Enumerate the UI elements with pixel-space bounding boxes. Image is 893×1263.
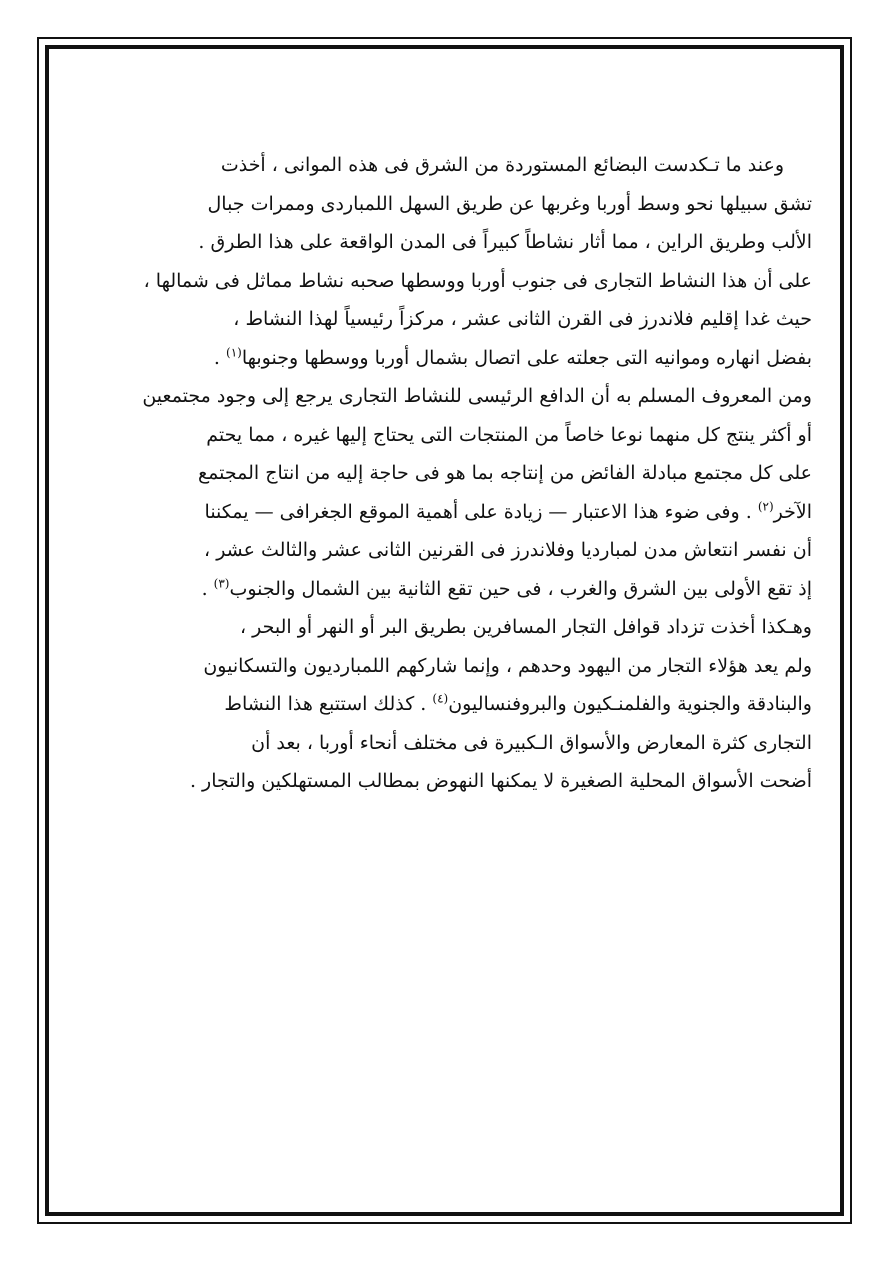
line-text: تشق سبيلها نحو وسط أوربا وغربها عن طريق السهل اللمباردى وممرات جبال: [207, 192, 812, 215]
text-line: [112, 454, 812, 493]
text-line: [112, 647, 812, 686]
line-text: والبنادقة والجنوية والفلمنـكيون والبروفنساليون: [448, 693, 812, 715]
text-line: [112, 146, 812, 185]
text-line: [112, 493, 812, 532]
line-text: وهـكذا أخذت تزداد قوافل التجار المسافرين بطريق البر أو النهر أو البحر ،: [239, 616, 812, 638]
text-line: [112, 531, 812, 570]
line-text: ومن المعروف المسلم به أن الدافع الرئيسى للنشاط التجارى يرجع إلى وجود مجتمعين: [142, 385, 812, 407]
line-text: الآخر: [773, 500, 812, 523]
text-line: [112, 570, 812, 609]
line-text: على كل مجتمع مبادلة الفائض من إنتاجه بما هو فى حاجة إليه من انتاج المجتمع: [198, 462, 812, 484]
line-text: ولم يعد هؤلاء التجار من اليهود وحدهم ، وإنما شاركهم اللمبارديون والتسكانيون: [203, 654, 812, 677]
text-line: [112, 377, 812, 416]
line-text: أن نفسر انتعاش مدن لمبارديا وفلاندرز فى القرنين الثانى عشر والثالث عشر ،: [204, 539, 812, 561]
line-text: على أن هذا النشاط التجارى فى جنوب أوربا ووسطها صحبه نشاط مماثل فى شمالها ،: [143, 269, 812, 292]
line-text-continuation: .: [213, 346, 227, 369]
line-text-continuation: .: [201, 577, 214, 600]
text-line: [112, 762, 812, 801]
line-text-continuation: . كذلك استتبع هذا النشاط: [224, 693, 433, 715]
text-line: [112, 339, 812, 378]
line-text-continuation: . وفى ضوء هذا الاعتبار — زيادة على أهمية الموقع الجغرافى — يمكننا: [204, 500, 758, 523]
line-text: وعند ما تـكدست البضائع المستوردة من الشرق فى هذه الموانى ، أخذت: [220, 154, 784, 176]
text-line: [112, 685, 812, 724]
footnote-reference: (٣): [213, 576, 230, 591]
text-line: [112, 416, 812, 455]
line-text: إذ تقع الأولى بين الشرق والغرب ، فى حين تقع الثانية بين الشمال والجنوب: [229, 577, 812, 600]
text-line: [112, 223, 812, 262]
footnote-reference: (١): [226, 345, 242, 360]
text-line: [112, 300, 812, 339]
line-text: أو أكثر ينتج كل منهما نوعا خاصاً من المنتجات التى يحتاج إليها غيره ، مما يحتم: [206, 423, 812, 446]
body-text: [112, 146, 812, 801]
text-line: [112, 262, 812, 301]
text-line: [112, 608, 812, 647]
footnote-reference: (٢): [757, 499, 774, 514]
line-text: التجارى كثرة المعارض والأسواق الـكبيرة فى مختلف أنحاء أوربا ، بعد أن: [251, 731, 812, 754]
text-line: [112, 185, 812, 224]
footnote-reference: (٤): [432, 691, 449, 706]
line-text: أضحت الأسواق المحلية الصغيرة لا يمكنها النهوض بمطالب المستهلكين والتجار .: [189, 770, 812, 792]
line-text: الألب وطريق الراين ، مما أثار نشاطاً كبيراً فى المدن الواقعة على هذا الطرق .: [198, 231, 812, 253]
line-text: حيث غدا إقليم فلاندرز فى القرن الثانى عشر ، مركزاً رئيسياً لهذا النشاط ،: [233, 308, 812, 330]
line-text: بفضل انهاره وموانيه التى جعلته على اتصال بشمال أوربا ووسطها وجنوبها: [241, 346, 812, 369]
text-line: [112, 724, 812, 763]
